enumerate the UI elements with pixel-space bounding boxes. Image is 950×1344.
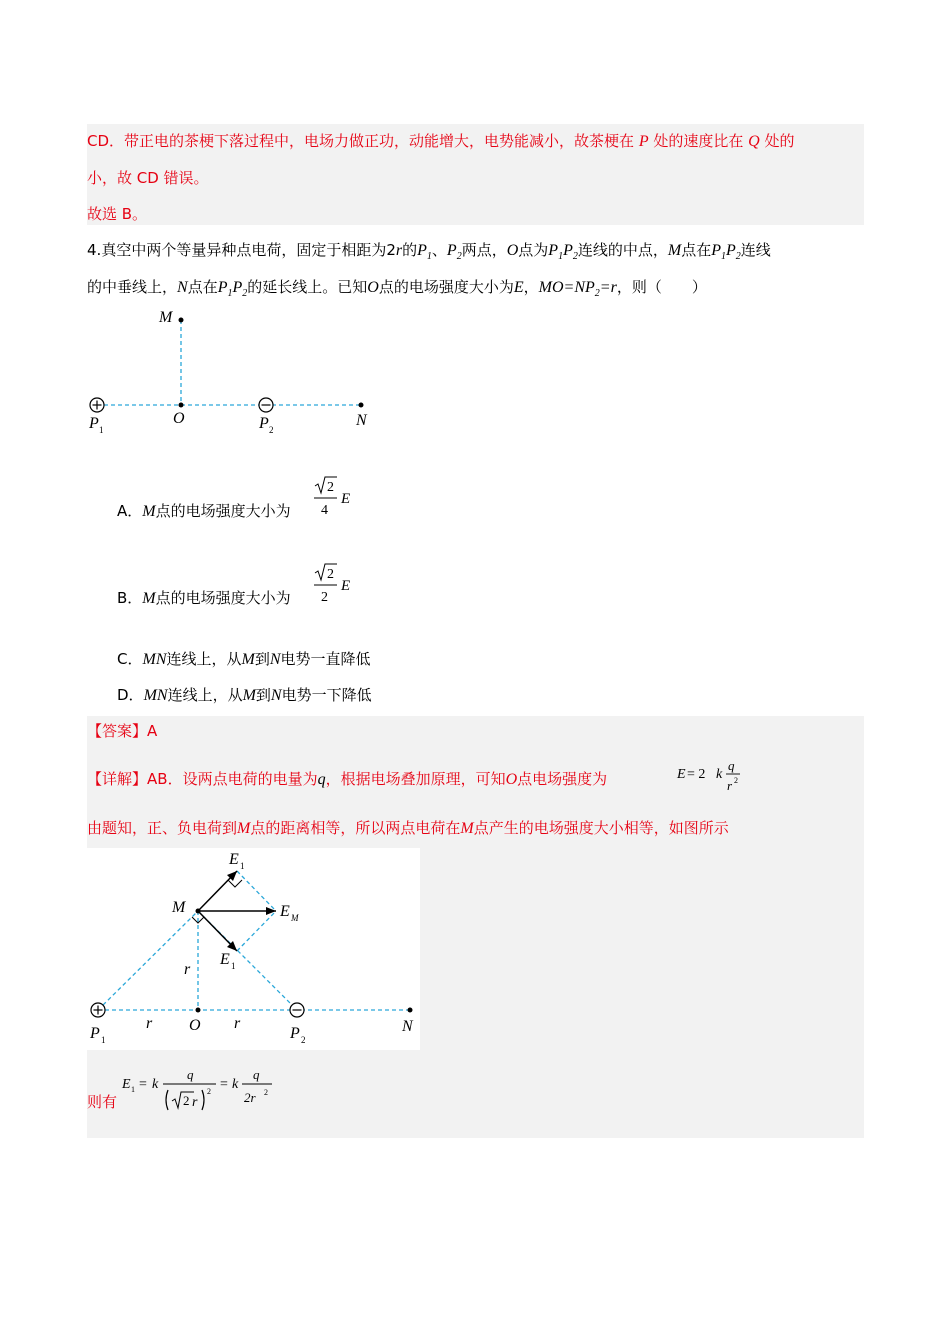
fig2-point-O <box>196 1008 201 1013</box>
fig2-point-M <box>196 909 201 914</box>
svg-text:k: k <box>716 767 723 782</box>
svg-text:2r: 2r <box>244 1090 256 1105</box>
formula-E1 <box>120 1064 280 1120</box>
question-line2: 的中垂线上，N点在$P_1P_2$的延长线上。已知O点的电场强度大小为E，$MO=NP_2=r$，则（ ） <box>87 278 707 300</box>
question-line1: 4.真空中两个等量异种点电荷，固定于相距为2r的$P_1$、$P_2$两点，O点为$P_1P_2$连线的中点，M点在$P_1P_2$连线 <box>87 241 771 263</box>
svg-text:2: 2 <box>734 776 738 785</box>
detail-line2: 由题知，正、负电荷到M点的距离相等，所以两点电荷在M点产生的电场强度大小相等，如图所示 <box>87 819 729 837</box>
fig1-label-O: O <box>173 410 185 427</box>
svg-text:1: 1 <box>240 861 245 871</box>
svg-text:q: q <box>728 758 735 773</box>
svg-text:k: k <box>152 1077 159 1092</box>
prev-cd-line2: 小，故 CD 错误。 <box>87 169 209 187</box>
fig2-point-N <box>408 1008 413 1013</box>
fig1-point-M <box>179 318 184 323</box>
svg-text:= 2: = 2 <box>687 767 706 782</box>
svg-text:1: 1 <box>131 1085 135 1094</box>
svg-text:2: 2 <box>327 480 334 495</box>
svg-text:M: M <box>291 913 299 923</box>
svg-text:q: q <box>253 1067 260 1082</box>
fig1-point-N <box>359 403 364 408</box>
detail-line1: 【详解】AB．设两点电荷的电量为q，根据电场叠加原理，可知O点电场强度为 <box>87 770 608 788</box>
fig2-label-EM: E <box>280 903 290 920</box>
svg-text:E: E <box>677 767 686 782</box>
option-A-fraction <box>312 474 357 522</box>
fig2-label-E1-top: E <box>229 851 239 868</box>
fig1-label-P1-sub: 1 <box>99 425 104 435</box>
fig2-positive-charge <box>91 1003 105 1017</box>
fig2-label-P2: P <box>290 1025 300 1042</box>
svg-text:1: 1 <box>101 1035 106 1045</box>
prev-cd-line1: CD．带正电的茶梗下落过程中，电场力做正功，动能增大，电势能减小，故茶梗在 P 处的速度比在 Q 处的 <box>87 132 795 150</box>
svg-text:2: 2 <box>327 567 334 582</box>
svg-text:2: 2 <box>301 1035 306 1045</box>
fig1-label-M: M <box>159 309 173 326</box>
fig2-label-O: O <box>189 1017 201 1034</box>
fig1-label-P2: P <box>259 415 269 432</box>
svg-text:E: E <box>122 1077 131 1092</box>
fig2-label-r-left: r <box>146 1015 153 1032</box>
fig2-label-r-vertical: r <box>184 961 191 978</box>
option-A[interactable]: A．M点的电场强度大小为 <box>117 502 291 520</box>
svg-text:=: = <box>139 1077 147 1092</box>
svg-text:=: = <box>220 1077 228 1092</box>
figure-1-diagram <box>80 300 390 445</box>
fig2-label-P1: P <box>90 1025 100 1042</box>
svg-text:q: q <box>187 1067 194 1082</box>
answer-label: 【答案】A <box>87 722 158 740</box>
svg-text:r: r <box>192 1095 198 1110</box>
fig1-point-O <box>179 403 184 408</box>
svg-text:r: r <box>727 778 733 793</box>
svg-text:4: 4 <box>321 503 328 518</box>
fig1-label-P1: P <box>89 415 99 432</box>
svg-text:2: 2 <box>264 1088 268 1097</box>
fig1-positive-charge <box>90 398 104 412</box>
svg-text:2: 2 <box>183 1093 190 1108</box>
prev-choose: 故选 B。 <box>87 205 148 223</box>
fig2-label-N: N <box>402 1018 413 1035</box>
svg-text:E: E <box>341 491 351 507</box>
then-label: 则有 <box>87 1093 118 1111</box>
formula-field-O <box>676 758 746 796</box>
fig2-negative-charge <box>290 1003 304 1017</box>
fig2-label-M: M <box>172 899 186 916</box>
figure-2-diagram <box>87 848 420 1050</box>
fig2-label-E1-bottom: E <box>220 951 230 968</box>
svg-text:1: 1 <box>231 961 236 971</box>
option-B[interactable]: B．M点的电场强度大小为 <box>117 589 291 607</box>
option-D[interactable]: D．MN连线上，从M到N电势一下降低 <box>117 686 372 704</box>
fig1-label-N: N <box>356 412 367 429</box>
svg-text:E: E <box>341 578 351 594</box>
option-B-fraction <box>312 561 357 609</box>
svg-text:k: k <box>232 1077 239 1092</box>
svg-text:2: 2 <box>321 590 328 605</box>
fig1-negative-charge <box>259 398 273 412</box>
fig1-label-P2-sub: 2 <box>269 425 274 435</box>
svg-text:2: 2 <box>207 1087 211 1096</box>
fig2-label-r-right: r <box>234 1015 241 1032</box>
option-C[interactable]: C．MN连线上，从M到N电势一直降低 <box>117 650 371 668</box>
